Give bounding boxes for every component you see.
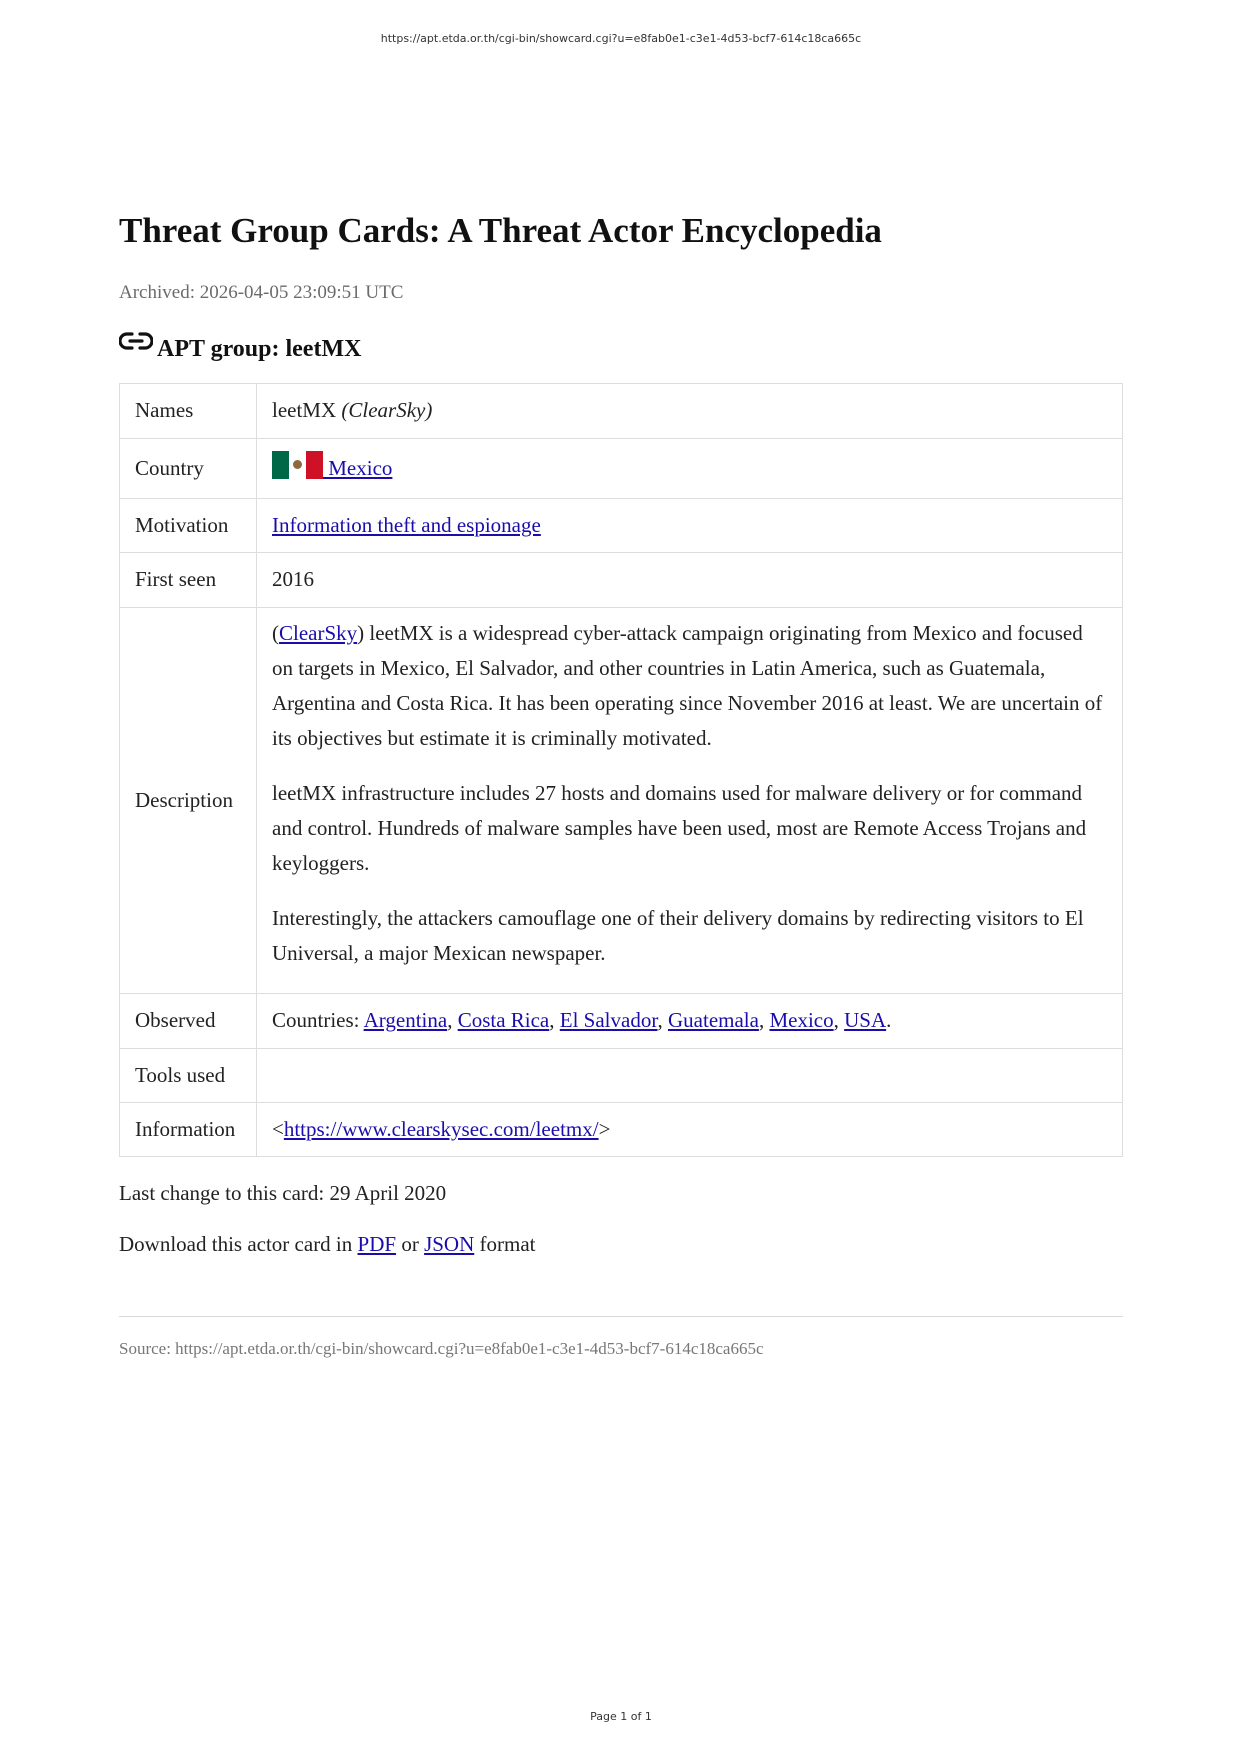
motivation-link[interactable]: Information theft and espionage — [272, 512, 541, 537]
table-row — [120, 994, 1123, 1049]
download-or: or — [396, 1232, 425, 1257]
observed-country-link[interactable]: USA — [844, 1008, 887, 1033]
table-row — [120, 439, 1123, 499]
first-seen-value: 2016 — [257, 553, 1123, 608]
download-suffix: format — [474, 1232, 536, 1257]
separator: , — [549, 1008, 560, 1033]
page-number: Page 1 of 1 — [590, 1710, 652, 1723]
country-name: Mexico — [323, 456, 393, 481]
mexico-flag-icon — [272, 451, 323, 479]
motivation-value — [257, 499, 1123, 553]
download-prefix: Download this actor card in — [119, 1232, 358, 1257]
page-url-header: https://apt.etda.or.th/cgi-bin/showcard.cgi?u=e8fab0e1-c3e1-4d53-bcf7-614c18ca665c — [380, 32, 862, 45]
observed-country-link[interactable]: El Salvador — [559, 1008, 658, 1033]
table-row — [120, 1103, 1123, 1157]
tools-used-label: Tools used — [120, 1049, 257, 1103]
observed-country-link[interactable]: Costa Rica — [457, 1008, 550, 1033]
description-paragraph-1 — [272, 616, 1107, 756]
separator: , — [657, 1008, 668, 1033]
separator: , — [447, 1008, 458, 1033]
archived-timestamp: Archived: 2026-04-05 23:09:51 UTC — [119, 282, 404, 303]
clearsky-link[interactable]: ClearSky — [279, 621, 358, 645]
information-link[interactable]: https://www.clearskysec.com/leetmx/ — [283, 1116, 599, 1141]
json-download-link[interactable]: JSON — [424, 1232, 475, 1257]
table-row — [120, 499, 1123, 553]
information-value — [257, 1103, 1123, 1157]
motivation-label: Motivation — [120, 499, 257, 553]
observed-label: Observed — [120, 994, 257, 1049]
table-row — [120, 608, 1123, 994]
names-source: (ClearSky) — [341, 398, 433, 423]
source-line: Source: https://apt.etda.or.th/cgi-bin/showcard.cgi?u=e8fab0e1-c3e1-4d53-bcf7-614c18ca665c — [119, 1338, 764, 1358]
country-link[interactable] — [272, 456, 392, 480]
country-label: Country — [120, 439, 257, 499]
observed-country-link[interactable]: Argentina — [363, 1008, 448, 1033]
separator: , — [758, 1008, 770, 1033]
main-content — [119, 210, 1123, 1359]
country-value — [257, 439, 1123, 499]
apt-group-heading — [119, 332, 1123, 363]
pdf-download-link[interactable]: PDF — [357, 1232, 397, 1257]
paren-open: ( — [272, 621, 279, 645]
names-name: leetMX — [272, 398, 337, 423]
actor-card-table — [119, 383, 1123, 1157]
table-row — [120, 1049, 1123, 1103]
observed-country-link[interactable]: Mexico — [769, 1008, 834, 1033]
description-value — [257, 608, 1123, 994]
description-p1-text: ) leetMX is a widespread cyber-attack campaign originating from Mexico and focused on targets in Mexico, El Salvador, and other countries in Latin America, such as Guatemala, Argentina and Costa Rica. It has been operating since November 2016 at least. We are uncertain of its objectives but estimate it is criminally motivated. — [272, 621, 1103, 750]
apt-group-title: APT group: leetMX — [157, 336, 362, 362]
last-change: Last change to this card: 29 April 2020 — [119, 1181, 447, 1205]
names-value — [257, 384, 1123, 439]
link-icon[interactable] — [119, 328, 153, 354]
table-row — [120, 384, 1123, 439]
observed-country-link[interactable]: Guatemala — [668, 1008, 759, 1033]
description-paragraph-2: leetMX infrastructure includes 27 hosts and domains used for malware delivery or for command and control. Hundreds of malware samples have been used, most are Remote Access Trojans and keyloggers. — [272, 781, 1087, 875]
names-label: Names — [120, 384, 257, 439]
observed-prefix: Countries: — [272, 1008, 364, 1033]
download-line — [119, 1230, 1123, 1259]
angle-close: > — [598, 1116, 611, 1141]
period: . — [886, 1008, 892, 1033]
observed-value — [257, 994, 1123, 1049]
first-seen-label: First seen — [120, 553, 257, 608]
tools-used-value — [257, 1049, 1123, 1103]
separator: , — [833, 1008, 845, 1033]
divider — [119, 1316, 1123, 1317]
angle-open: < — [272, 1116, 284, 1141]
information-label: Information — [120, 1103, 257, 1157]
description-label: Description — [120, 608, 257, 994]
page-title: Threat Group Cards: A Threat Actor Encyclopedia — [119, 211, 882, 250]
description-paragraph-3: Interestingly, the attackers camouflage one of their delivery domains by redirecting visitors to El Universal, a major Mexican newspaper. — [272, 906, 1084, 965]
table-row — [120, 553, 1123, 608]
